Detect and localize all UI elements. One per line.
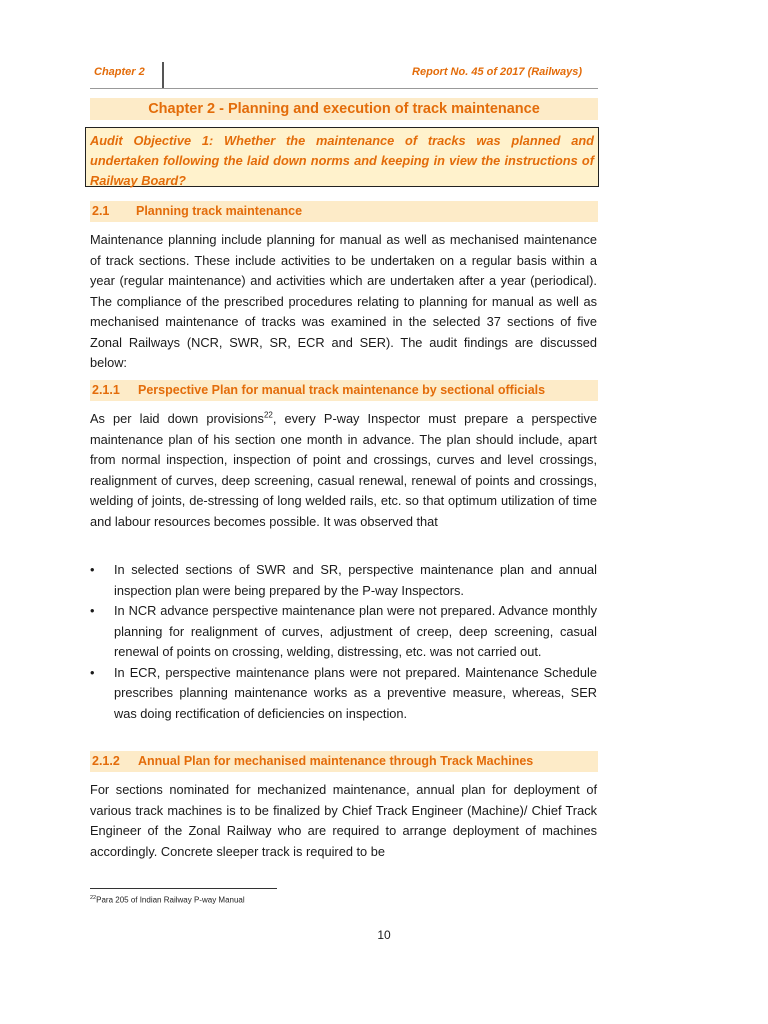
paragraph-2-1: Maintenance planning include planning for manual as well as mechanised maintenance of track sections. These include activities to be undertaken on a regular basis within a year (regular maintenance) and activities which are undertaken after a year (periodical). The compliance of the prescribed procedures relating to planning for manual as well as mechanised maintenance of tracks was examined in the selected 37 sections of five Zonal Railways (NCR, SWR, SR, ECR and SER). The audit findings are discussed below: [90, 232, 597, 370]
section-title: Perspective Plan for manual track maintenance by sectional officials [138, 383, 546, 397]
list-item-text: In selected sections of SWR and SR, perspective maintenance plan and annual inspection plan were being prepared by the P-way Inspectors. [114, 562, 597, 598]
list-item-text: In ECR, perspective maintenance plans were not prepared. Maintenance Schedule prescribes planning maintenance works as a preventive measure, whereas, SER was doing rectification of deficiencies on inspection. [114, 664, 597, 721]
section-heading-2-1-1 [90, 380, 598, 401]
list-item [90, 601, 597, 663]
section-number: 2.1 [92, 204, 110, 218]
chapter-title: Chapter 2 - Planning and execution of track maintenance [90, 98, 598, 120]
header-report-label: Report No. 45 of 2017 (Railways) [412, 66, 582, 78]
audit-objective-box: Audit Objective 1: Whether the maintenance of tracks was planned and undertaken following the laid down norms and keeping in view the instructions of Railway Board? [85, 127, 599, 187]
header-divider [162, 62, 164, 88]
list-item-text: In NCR advance perspective maintenance plan were not prepared. Advance monthly planning for realignment of curves, adjustment of creep, deep screening, casual renewal of points on crossing, welding, distressing, etc. was not carried out. [114, 603, 597, 659]
footnote-rule [90, 888, 277, 889]
paragraph-2-1-2: For sections nominated for mechanized maintenance, annual plan for deployment of various track machines is to be finalized by Chief Track Engineer (Machine)/ Chief Track Engineer of the Zonal Railway who are required to arrange deployment of machines accordingly. Concrete sleeper track is required to be [90, 782, 597, 859]
list-item [90, 560, 597, 601]
running-header [90, 62, 598, 88]
bullet-marker: • [90, 603, 95, 618]
bullet-marker: • [90, 562, 95, 577]
section-title: Annual Plan for mechanised maintenance through Track Machines [138, 754, 534, 768]
page-number: 10 [377, 928, 391, 942]
footnote [90, 895, 245, 905]
list-item [90, 663, 597, 725]
footnote-reference[interactable]: 22 [263, 410, 273, 420]
section-number: 2.1.1 [92, 383, 120, 397]
section-heading-2-1 [90, 201, 598, 222]
header-chapter-label: Chapter 2 [94, 66, 145, 78]
footnote-text: Para 205 of Indian Railway P-way Manual [96, 895, 245, 905]
footnote-number: 22 [90, 895, 97, 901]
section-title: Planning track maintenance [136, 204, 303, 218]
paragraph-text: As per laid down provisions [90, 411, 264, 426]
section-heading-2-1-2 [90, 751, 598, 772]
bullet-marker: • [90, 664, 95, 680]
header-rule [90, 88, 598, 89]
bullet-list [90, 560, 597, 724]
paragraph-text: , every P-way Inspector must prepare a perspective maintenance plan of his section one month in advance. The plan should include, apart from normal inspection, inspection of point and crossings, curves and level crossings, realignment of curves, deep screening, casual renewal, renewal of points and crossings, welding of joints, de-stressing of long welded rails, etc. so that optimum utilization of time and labour resources becomes possible. It was observed that [90, 411, 597, 529]
section-number: 2.1.2 [92, 754, 120, 768]
paragraph-2-1-1 [90, 409, 597, 532]
